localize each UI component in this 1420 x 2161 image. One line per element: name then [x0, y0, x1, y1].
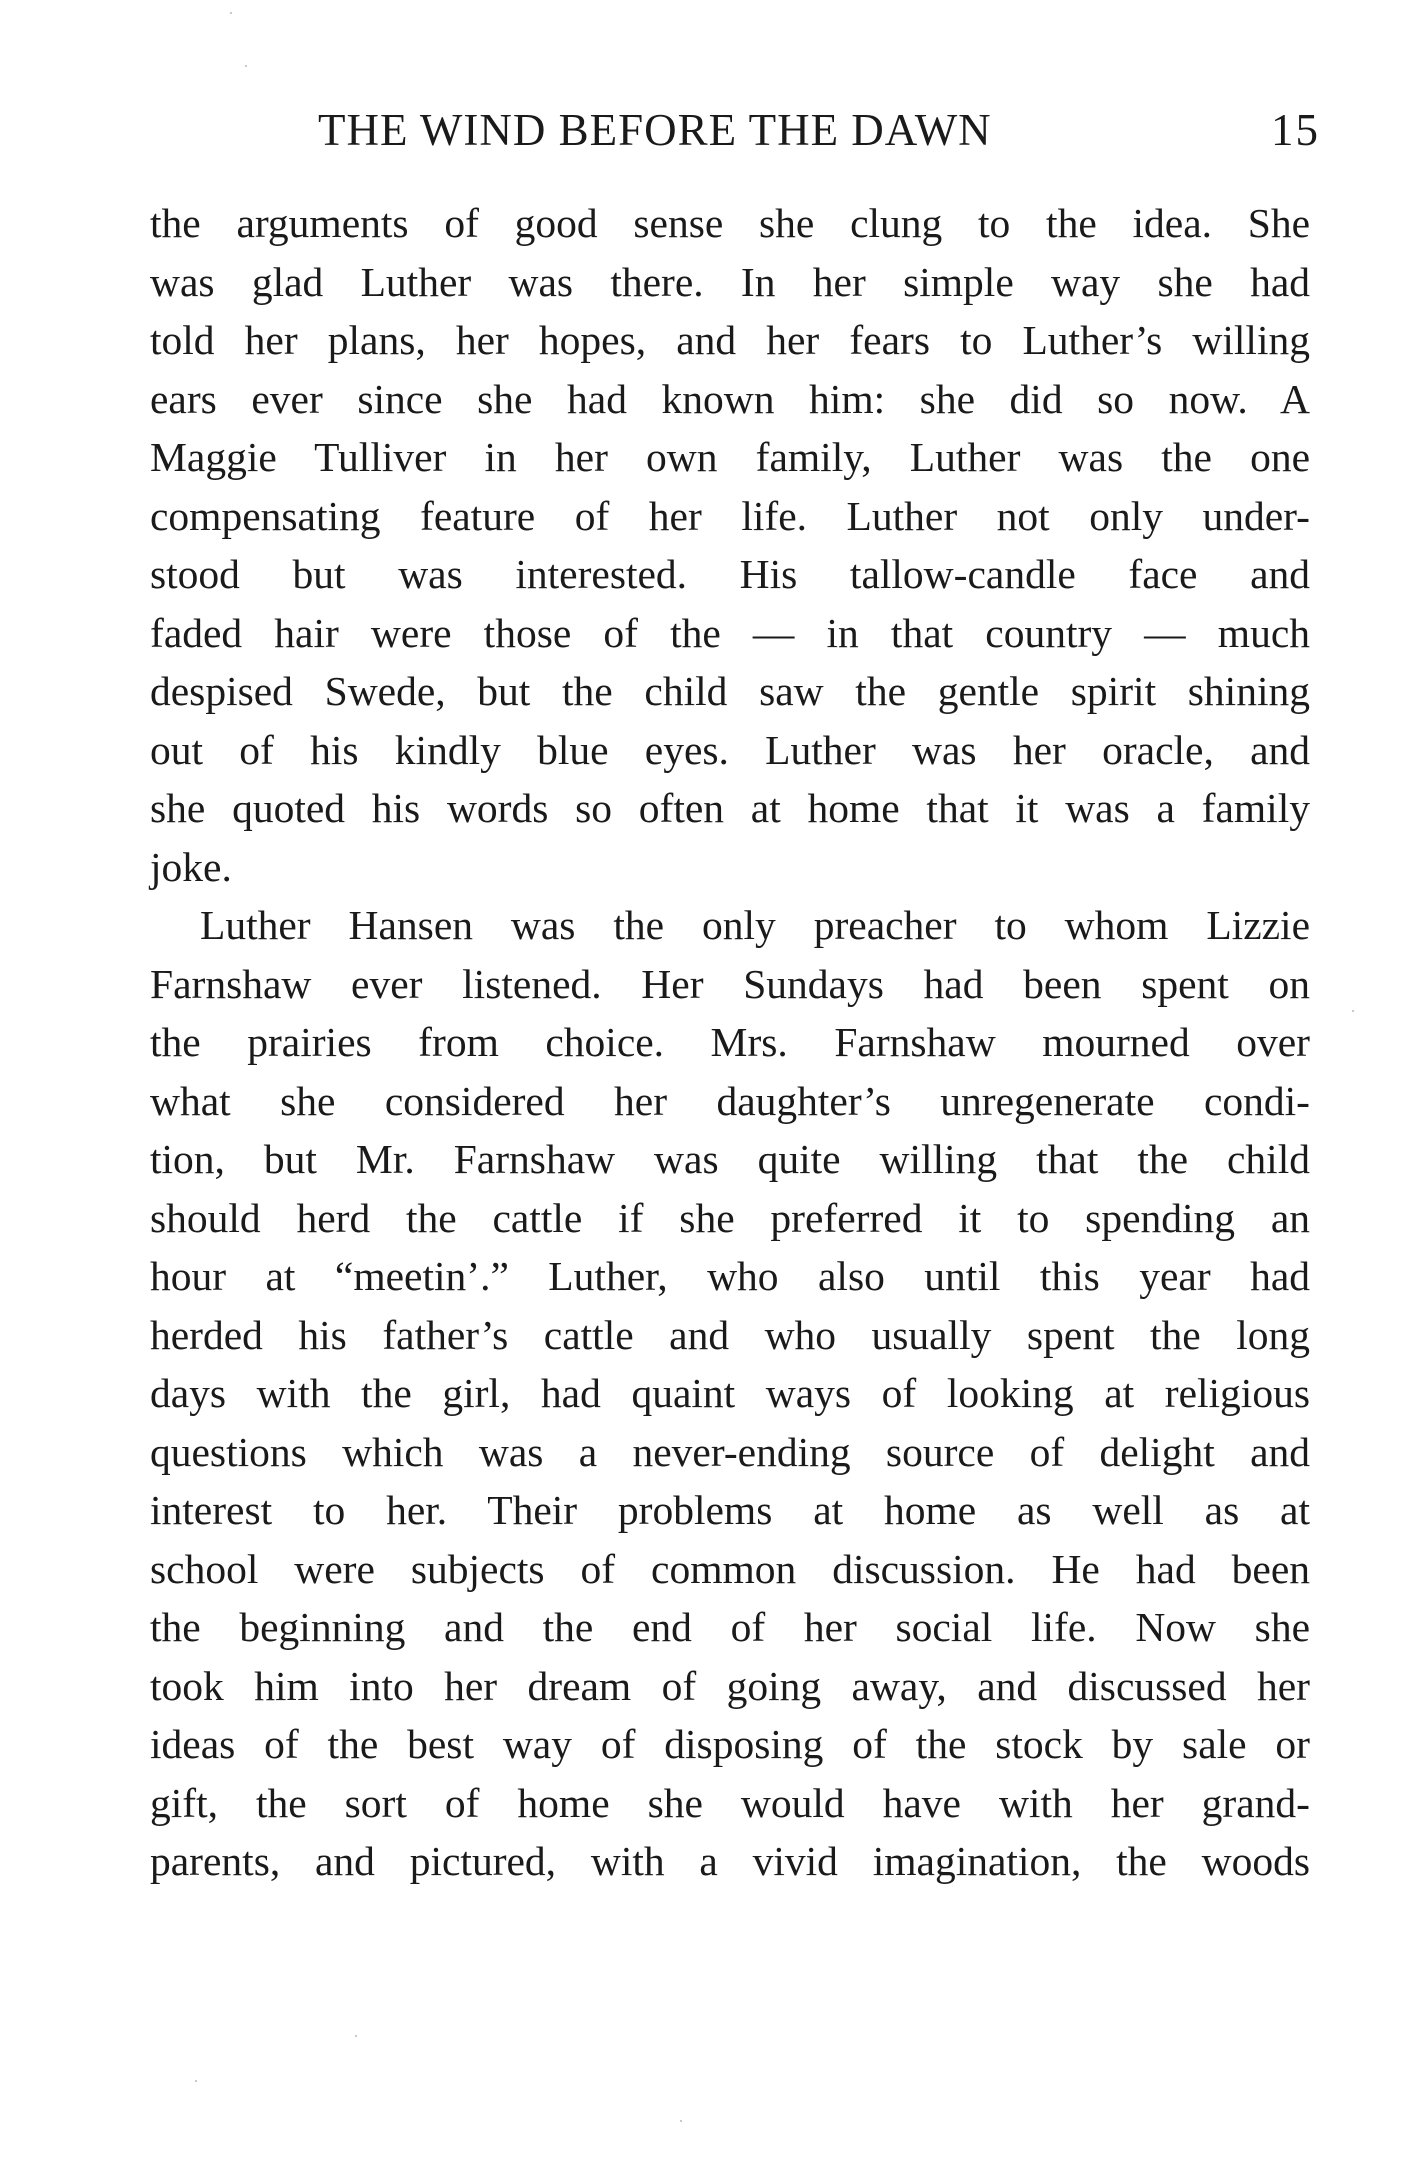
text-line: should herd the cattle if she preferred it to spending an	[150, 1194, 1310, 1241]
text-line: what she considered her daughter’s unregenerate condi-	[150, 1077, 1310, 1124]
text-line: tion, but Mr. Farnshaw was quite willing that the child	[150, 1136, 1310, 1182]
text-line: days with the girl, had quaint ways of looking at religious	[150, 1370, 1310, 1416]
text-line: Maggie Tulliver in her own family, Luther was the one	[150, 434, 1310, 480]
text-line: interest to her. Their problems at home as well as at	[150, 1487, 1310, 1533]
text-line: the beginning and the end of her social life. Now she	[150, 1604, 1310, 1650]
text-line: took him into her dream of going away, and discussed her	[150, 1662, 1310, 1709]
body-text	[150, 194, 1310, 1891]
text-line: Luther Hansen was the only preacher to whom Lizzie	[200, 902, 1310, 948]
text-line: she quoted his words so often at home that it was a family	[150, 785, 1310, 831]
text-line: ideas of the best way of disposing of the stock by sale or	[150, 1721, 1310, 1767]
scan-speck	[680, 2120, 682, 2122]
text-line: questions which was a never-ending source of delight and	[150, 1428, 1310, 1475]
text-line: Farnshaw ever listened. Her Sundays had been spent on	[150, 960, 1310, 1007]
text-line: gift, the sort of home she would have with her grand-	[150, 1779, 1310, 1826]
scan-speck	[245, 65, 247, 67]
text-line: out of his kindly blue eyes. Luther was her oracle, and	[150, 726, 1310, 773]
text-line: was glad Luther was there. In her simple way she had	[150, 258, 1310, 305]
text-line: ears ever since she had known him: she did so now. A	[150, 375, 1310, 422]
text-line: faded hair were those of the — in that country — much	[150, 609, 1310, 656]
text-line: despised Swede, but the child saw the gentle spirit shining	[150, 668, 1310, 714]
text-line: compensating feature of her life. Luther not only under-	[150, 492, 1310, 539]
scan-speck	[195, 2080, 197, 2082]
text-line: herded his father’s cattle and who usually spent the long	[150, 1311, 1310, 1358]
page-number: 15	[1271, 105, 1320, 155]
paragraph-1	[150, 194, 1310, 896]
text-line: the arguments of good sense she clung to the idea. She	[150, 200, 1310, 246]
scan-speck	[1352, 1010, 1354, 1012]
paragraph-2	[150, 896, 1310, 1891]
text-line: stood but was interested. His tallow-candle face and	[150, 551, 1310, 597]
text-line: parents, and pictured, with a vivid imagination, the woods	[150, 1838, 1310, 1884]
text-line: told her plans, her hopes, and her fears to Luther’s willing	[150, 317, 1310, 363]
text-line: joke.	[150, 843, 232, 890]
scan-speck	[230, 12, 232, 14]
text-line: the prairies from choice. Mrs. Farnshaw mourned over	[150, 1019, 1310, 1065]
running-title: THE WIND BEFORE THE DAWN	[318, 105, 992, 155]
running-head	[150, 100, 1320, 160]
scan-speck	[355, 2035, 357, 2037]
text-line: school were subjects of common discussion. He had been	[150, 1545, 1310, 1592]
text-line: hour at “meetin’.” Luther, who also until this year had	[150, 1253, 1310, 1299]
